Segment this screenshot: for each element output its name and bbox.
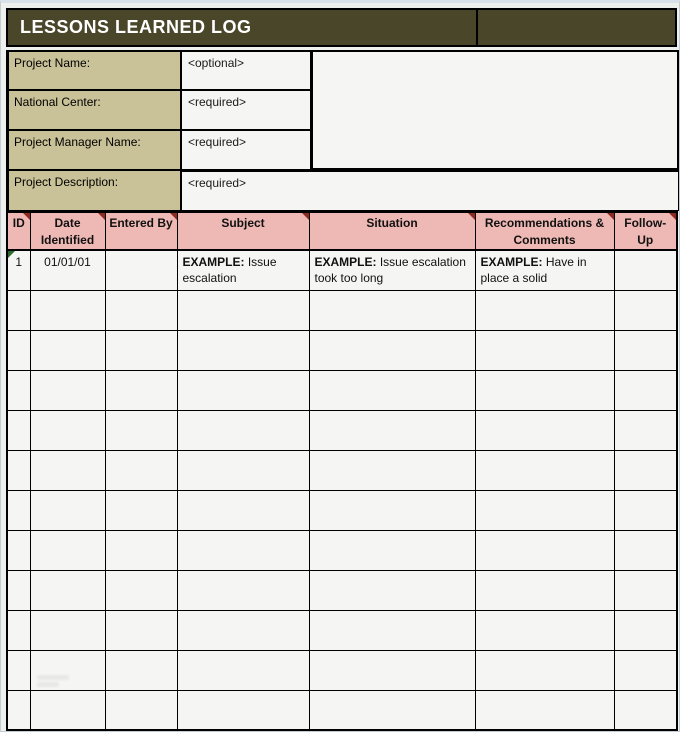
cell-subject[interactable] <box>177 610 309 650</box>
page-title: LESSONS LEARNED LOG <box>20 17 252 37</box>
col-header-follow-up <box>614 212 677 250</box>
col-header-follow-up-label: Follow-Up <box>624 216 667 247</box>
cell-id[interactable] <box>7 650 30 690</box>
project-manager-name-label: Project Manager Name: <box>8 130 181 170</box>
cell-subject[interactable] <box>177 530 309 570</box>
cell-situation-text: Issue escalation took too long <box>314 255 466 285</box>
cell-situation[interactable] <box>309 690 475 730</box>
cell-follow-up[interactable] <box>614 650 677 690</box>
comment-marker-icon <box>302 213 309 220</box>
project-name-value[interactable]: <optional> <box>181 50 311 90</box>
cell-id[interactable] <box>7 250 30 290</box>
empty-log-row <box>7 650 677 690</box>
lessons-log-table <box>6 211 678 731</box>
cell-recommendations[interactable] <box>475 250 614 290</box>
project-description-value[interactable]: <required> <box>181 170 679 211</box>
cell-situation[interactable] <box>309 370 475 410</box>
cell-situation[interactable] <box>309 570 475 610</box>
empty-log-row <box>7 530 677 570</box>
cell-date-identified[interactable] <box>30 570 105 610</box>
cell-subject[interactable] <box>177 410 309 450</box>
cell-subject[interactable] <box>177 490 309 530</box>
cell-subject[interactable] <box>177 290 309 330</box>
cell-id[interactable] <box>7 490 30 530</box>
cell-subject[interactable] <box>177 690 309 730</box>
cell-id[interactable] <box>7 330 30 370</box>
comment-marker-icon <box>669 213 676 220</box>
cell-recommendations-bold: EXAMPLE: <box>480 255 543 269</box>
cell-id[interactable] <box>7 570 30 610</box>
cell-recommendations[interactable] <box>475 330 614 370</box>
cell-subject-text: Issue escalation <box>182 255 277 285</box>
national-center-value[interactable]: <required> <box>181 90 311 130</box>
cell-id[interactable] <box>7 410 30 450</box>
cell-date-identified[interactable] <box>30 530 105 570</box>
cell-entered-by[interactable] <box>105 410 177 450</box>
cell-follow-up[interactable] <box>614 250 677 290</box>
col-header-date-identified-label: Date Identified <box>40 216 95 247</box>
cell-recommendations-text: Have in place a solid <box>480 255 587 285</box>
cell-entered-by[interactable] <box>105 290 177 330</box>
cell-entered-by[interactable] <box>105 610 177 650</box>
cell-date-value: 01/01/01 <box>44 255 91 269</box>
cell-recommendations[interactable] <box>475 410 614 450</box>
cell-situation[interactable] <box>309 330 475 370</box>
cell-date-identified[interactable] <box>30 330 105 370</box>
cell-subject[interactable] <box>177 570 309 610</box>
cell-recommendations[interactable] <box>475 530 614 570</box>
empty-log-row <box>7 570 677 610</box>
cell-entered-by[interactable] <box>105 330 177 370</box>
comment-marker-icon <box>607 213 614 220</box>
cell-situation-bold: EXAMPLE: <box>314 255 377 269</box>
empty-log-row <box>7 330 677 370</box>
cell-follow-up[interactable] <box>614 370 677 410</box>
cell-recommendations[interactable] <box>475 650 614 690</box>
project-info-notes-box[interactable] <box>311 50 679 170</box>
cell-date-identified[interactable] <box>30 450 105 490</box>
national-center-label: National Center: <box>8 90 181 130</box>
col-header-entered-by-label: Entered By <box>109 216 173 230</box>
cell-date-identified[interactable] <box>30 370 105 410</box>
empty-log-row <box>7 450 677 490</box>
cell-follow-up[interactable] <box>614 610 677 650</box>
error-marker-icon <box>8 251 15 258</box>
cell-subject-bold: EXAMPLE: <box>182 255 245 269</box>
project-manager-name-value[interactable]: <required> <box>181 130 311 170</box>
cell-entered-by[interactable] <box>105 530 177 570</box>
cell-follow-up[interactable] <box>614 690 677 730</box>
cell-entered-by[interactable] <box>105 690 177 730</box>
cell-situation[interactable] <box>309 250 475 290</box>
empty-log-row <box>7 690 677 730</box>
comment-marker-icon <box>170 213 177 220</box>
cell-follow-up[interactable] <box>614 410 677 450</box>
cell-subject[interactable] <box>177 450 309 490</box>
cell-date-identified[interactable] <box>30 250 105 290</box>
comment-marker-icon <box>23 213 30 220</box>
cell-date-identified[interactable] <box>30 610 105 650</box>
comment-marker-icon <box>98 213 105 220</box>
cell-subject[interactable] <box>177 370 309 410</box>
cell-follow-up[interactable] <box>614 490 677 530</box>
cell-recommendations[interactable] <box>475 490 614 530</box>
project-description-label: Project Description: <box>8 170 181 211</box>
empty-log-row <box>7 370 677 410</box>
cell-situation[interactable] <box>309 290 475 330</box>
cell-follow-up[interactable] <box>614 290 677 330</box>
empty-log-row <box>7 610 677 650</box>
col-header-subject-label: Subject <box>221 216 265 230</box>
col-header-id-label: ID <box>12 216 25 230</box>
title-bar <box>6 8 677 47</box>
col-header-recommendations <box>475 212 614 250</box>
lessons-log-table-wrap <box>6 211 678 731</box>
cell-follow-up[interactable] <box>614 330 677 370</box>
cell-subject[interactable] <box>177 330 309 370</box>
cell-follow-up[interactable] <box>614 530 677 570</box>
empty-log-row <box>7 410 677 450</box>
log-rows <box>7 250 677 730</box>
cell-entered-by[interactable] <box>105 490 177 530</box>
cell-recommendations[interactable] <box>475 370 614 410</box>
empty-log-row <box>7 490 677 530</box>
cell-date-identified[interactable] <box>30 650 105 690</box>
cell-recommendations[interactable] <box>475 570 614 610</box>
cell-situation[interactable] <box>309 450 475 490</box>
project-info-form <box>6 50 677 211</box>
cell-date-identified[interactable] <box>30 490 105 530</box>
col-header-situation <box>309 212 475 250</box>
cell-id[interactable] <box>7 690 30 730</box>
cell-id[interactable] <box>7 610 30 650</box>
cell-recommendations[interactable] <box>475 610 614 650</box>
col-header-recommendations-label: Recommendations & Comments <box>484 216 605 247</box>
cell-id[interactable] <box>7 530 30 570</box>
cell-situation[interactable] <box>309 490 475 530</box>
empty-log-row <box>7 290 677 330</box>
project-name-label: Project Name: <box>8 50 181 90</box>
cell-date-identified[interactable] <box>30 690 105 730</box>
col-header-situation-label: Situation <box>366 216 418 230</box>
cell-recommendations[interactable] <box>475 690 614 730</box>
cell-follow-up[interactable] <box>614 570 677 610</box>
cell-date-identified[interactable] <box>30 290 105 330</box>
cell-entered-by[interactable] <box>105 250 177 290</box>
title-bar-right-cell <box>478 10 675 45</box>
cell-recommendations[interactable] <box>475 450 614 490</box>
cell-situation[interactable] <box>309 610 475 650</box>
cell-subject[interactable] <box>177 650 309 690</box>
cell-id[interactable] <box>7 450 30 490</box>
cell-entered-by[interactable] <box>105 450 177 490</box>
cell-entered-by[interactable] <box>105 570 177 610</box>
cell-date-identified[interactable] <box>30 410 105 450</box>
cell-id[interactable] <box>7 370 30 410</box>
table-header-row <box>7 212 677 250</box>
cell-situation[interactable] <box>309 650 475 690</box>
cell-follow-up[interactable] <box>614 450 677 490</box>
cell-entered-by[interactable] <box>105 650 177 690</box>
cell-id[interactable] <box>7 290 30 330</box>
col-header-id <box>7 212 30 250</box>
col-header-entered-by <box>105 212 177 250</box>
col-header-subject <box>177 212 309 250</box>
comment-marker-icon <box>468 213 475 220</box>
cell-situation[interactable] <box>309 530 475 570</box>
cell-entered-by[interactable] <box>105 370 177 410</box>
col-header-date-identified <box>30 212 105 250</box>
cell-subject[interactable] <box>177 250 309 290</box>
example-row <box>7 250 677 290</box>
cell-id-value: 1 <box>15 255 23 269</box>
cell-situation[interactable] <box>309 410 475 450</box>
cell-recommendations[interactable] <box>475 290 614 330</box>
